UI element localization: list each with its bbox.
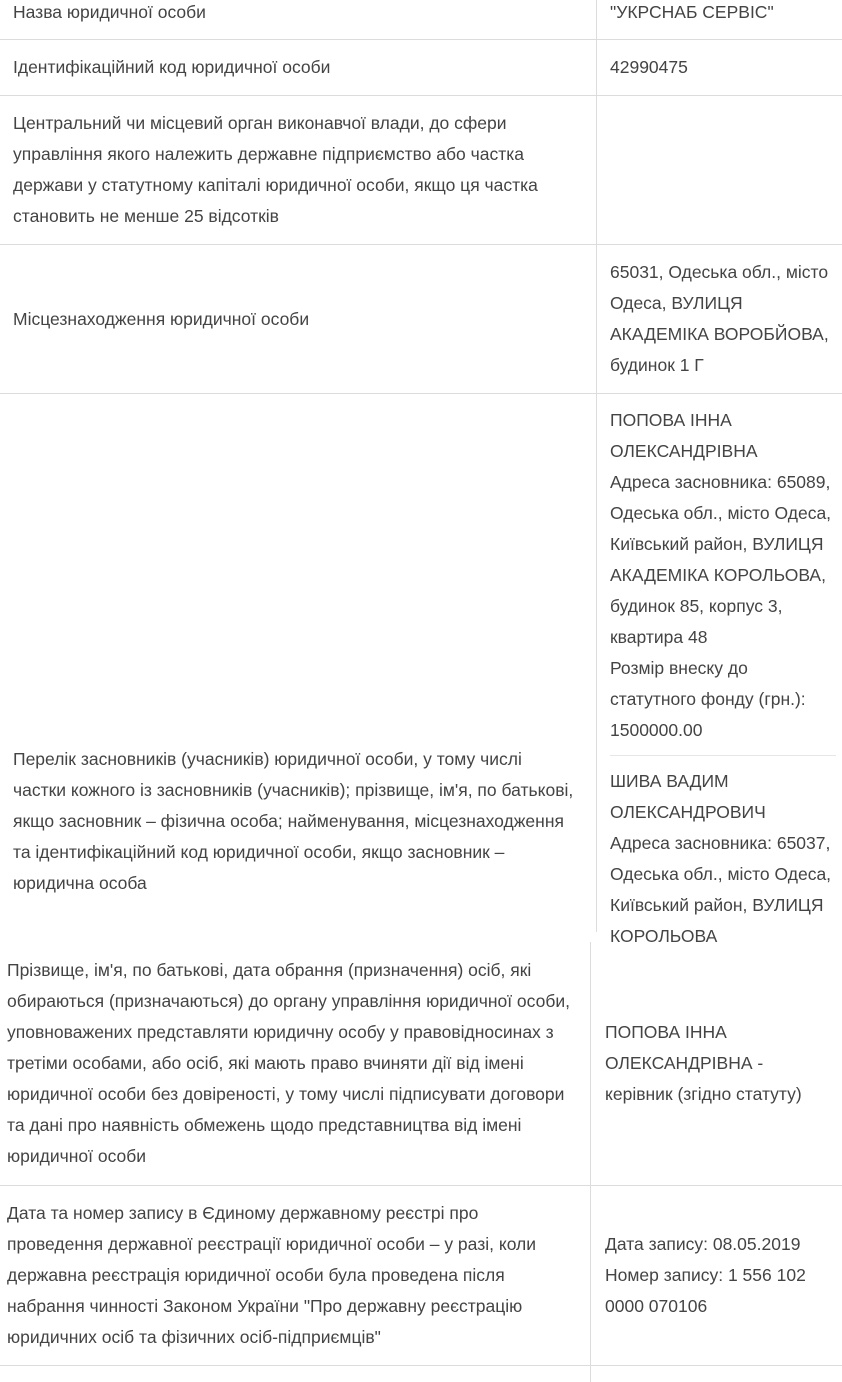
founder-contribution: Розмір внеску до статутного фонду (грн.): 1500000.00 [610,658,806,740]
registration-date: Дата запису: 08.05.2019 [605,1234,801,1254]
row-label: Ідентифікаційний код юридичної особи [13,57,331,77]
founder-name: ПОПОВА ІННА ОЛЕКСАНДРІВНА [610,410,758,461]
registration-value [605,1229,834,1322]
founder-name: ШИВА ВАДИМ ОЛЕКСАНДРОВИЧ [610,771,766,822]
table-row [0,0,842,40]
founder-address: Адреса засновника: 65037, Одеська обл., місто Одеса, Київський район, ВУЛИЦЯ КОРОЛЬОВА [610,833,832,946]
row-label: Перелік засновників (учасників) юридичної особи, у тому числі частки кожного із засновників (учасників); прізвище, ім'я, по батькові, якщо засновник – фізична особа; найменування, місцезнаходження та ідентифікаційний код юридичної особи, якщо засновник – юридична особа [13,749,574,893]
registration-number: Номер запису: 1 556 102 0000 070106 [605,1265,806,1316]
table-row [0,942,842,1186]
row-label: Центральний чи місцевий орган виконавчої влади, до сфери управління якого належить державне підприємство або частка держави у статутному капіталі юридичної особи, якщо ця частка становить не менше 25 відсотків [13,113,538,226]
table-row [0,96,842,245]
row-label-cell [0,245,596,393]
founder-entry [610,766,836,952]
founder-divider [610,755,836,756]
founders-list [596,394,842,946]
row-label-cell [0,394,596,932]
row-value-cell [596,245,842,393]
row-value: 42990475 [610,57,688,77]
row-value: "УКРСНАБ СЕРВІС" [610,2,774,22]
row-label-cell [0,1186,590,1365]
address-value: 65031, Одеська обл., місто Одеса, ВУЛИЦЯ АКАДЕМІКА ВОРОБЙОВА, будинок 1 Г [610,262,829,375]
column-divider [590,1366,591,1382]
row-label: Прізвище, ім'я, по батькові, дата обрання (призначення) осіб, які обираються (призначаються) до органу управління юридичної особи, уповноважених представляти юридичну особу у правовідносинах з третіми особами, або осіб, які мають право вчиняти дії від імені юридичної особи без довіреності, у тому числі підписувати договори та дані про наявність обмежень щодо представництва від імені юридичної особи [7,960,571,1166]
row-value-cell [596,40,842,95]
row-label-cell [0,0,596,39]
row-label-cell [0,942,590,1185]
table-row [0,245,842,394]
founder-entry [610,405,836,746]
row-label: Дата та номер запису в Єдиному державному реєстрі про проведення державної реєстрації юридичної особи – у разі, коли державна реєстрація юридичної особи була проведена після набрання чинності Законом України "Про державну реєстрацію юридичних осіб та фізичних осіб-підприємців" [7,1203,537,1347]
row-value-cell [596,96,842,244]
row-label-cell [0,40,596,95]
table-row [0,1186,842,1366]
row-value-cell [596,0,842,39]
row-value-cell [590,1186,842,1365]
manager-value: ПОПОВА ІННА ОЛЕКСАНДРІВНА - керівник (згідно статуту) [605,1022,802,1104]
row-label: Місцезнаходження юридичної особи [13,308,310,329]
founders-row [0,394,842,946]
row-label-cell [0,96,596,244]
table-row [0,40,842,96]
row-label: Назва юридичної особи [13,2,206,22]
row-value-cell [590,942,842,1185]
founder-address: Адреса засновника: 65089, Одеська обл., місто Одеса, Київський район, ВУЛИЦЯ АКАДЕМІКА КОРОЛЬОВА, будинок 85, корпус 3, квартира 48 [610,472,832,647]
